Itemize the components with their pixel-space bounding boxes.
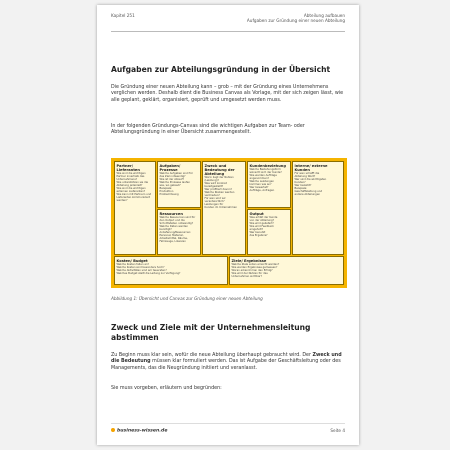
- canvas-box-lines: [232, 263, 342, 278]
- page-footer: [111, 423, 345, 436]
- canvas-box-line: Fahrzeuge, Lizenzen: [159, 239, 186, 243]
- canvas-box-line: Anlieferung/Ressourcen:: [159, 230, 192, 234]
- canvas-box-line: verantwortlich?: [204, 199, 225, 203]
- header-right: [247, 13, 345, 23]
- canvas-box-line: Wie wird Feedback: [249, 224, 274, 228]
- canvas-box-title: Aufgaben/ Prozesse: [159, 163, 181, 172]
- canvas-box-line: Personal, Material,: [159, 233, 184, 237]
- canvas-box-line: Abteilung jederzeit?: [116, 183, 143, 187]
- canvas-box-line: Wie ist der Ablauf?: [159, 177, 184, 181]
- section1-paragraph2: In der folgenden Gründungs-Canvas sind die wichtigen Aufgaben zur Team- oder Abteilungsgründung in einer Übersicht zusammengestellt.: [111, 124, 305, 136]
- chapter-label: Kapitel 251: [111, 13, 135, 18]
- canvas-box-line: von der Abteilung?: [249, 218, 275, 222]
- canvas-box-ziele: [229, 256, 344, 285]
- canvas-box-line: Welches Budget stellt die Leitung zur Verfügung?: [116, 271, 181, 275]
- canvas-box-line: Wie sind die wichtigen: [116, 171, 146, 175]
- footer-logo[interactable]: [111, 428, 167, 434]
- canvas-box-line: Wie werden Ergebnisse gemessen?: [231, 265, 278, 269]
- canvas-box-line: Wie sind die wichtigen: [116, 186, 146, 190]
- canvas-box-line: werden?: [116, 198, 128, 202]
- canvas-box-title: Kosten/ Budget: [116, 258, 148, 263]
- canvas-box-kunden: [292, 161, 344, 255]
- canvas-box-line: Beispiele:: [159, 186, 173, 190]
- canvas-box-line: Welche Risiken werden: [204, 190, 235, 194]
- canvas-box-aufgaben: [157, 161, 201, 208]
- header-right-line1: Abteilung aufbauen: [303, 13, 345, 18]
- canvas-box-title: Kundenbeziehung: [249, 163, 286, 168]
- canvas-box-line: wünscht sich der Kunde?: [249, 170, 282, 174]
- canvas-box-line: Produktion: [159, 189, 174, 193]
- gruendungs-canvas: [111, 158, 347, 288]
- canvas-box-line: das Ziel notwendig?: [159, 174, 186, 178]
- canvas-box-line: Geschäftsleitung und: [294, 189, 323, 193]
- canvas-box-line: Welche Kosten sind besonders hoch?: [116, 265, 165, 269]
- canvas-box-line: bereitgestellt?: [204, 184, 224, 188]
- paragraph-text: müssen klar formuliert werden. Das ist Aufgabe der Geschäftsleitung oder des Managements, das die Neugründung initiiert und veranlasst.: [111, 359, 341, 371]
- canvas-box-lines: [295, 172, 342, 196]
- canvas-box-title: Ziele/ Ergebnisse: [231, 258, 267, 263]
- canvas-box-line: Wer bezahlt?: [294, 183, 312, 187]
- canvas-box-title: interne/ externe Kunden: [294, 163, 328, 172]
- paragraph-bold-text: Zweck und die Bedeutung: [111, 353, 342, 365]
- footer-logo-text: business-wissen.de: [117, 428, 168, 434]
- canvas-box-line: Wie kann mit Partnern und: [116, 192, 152, 196]
- canvas-box-line: eingeholt?: [249, 227, 264, 231]
- canvas-box-line: Für wen schafft die: [294, 171, 320, 175]
- canvas-box-line: Schnittstellen notwendig?: [159, 221, 194, 225]
- canvas-box-lines: [160, 216, 199, 243]
- canvas-box-line: Wer benutzt: [249, 230, 266, 234]
- section1-paragraph1: Die Gründung einer neuen Abteilung kann – grob – mit der Gründung eines Unternehmens verglichen werden. Deshalb dient die Business Canvas als Vorlage, mit der sich zeigen lässt, wie alle geplant, geklärt, organisiert, geprüft und umgesetzt werden muss.: [111, 85, 344, 103]
- canvas-box-line: Welche Ziele sollen erreicht werden?: [231, 262, 280, 266]
- header-right-line2: Aufgaben zur Gründung einer neuen Abteilung: [246, 18, 345, 23]
- canvas-box-line: Aufträge, Anfragen: [249, 188, 275, 192]
- section1-title: Aufgaben zur Abteilungsgründung in der Übersicht: [111, 65, 331, 74]
- canvas-box-line: Woran erkennt man den Erfolg?: [231, 268, 273, 272]
- canvas-box-line: Unternehmen sichtbar?: [231, 274, 262, 278]
- canvas-box-line: Welche Ressourcen sind für: [159, 215, 196, 219]
- canvas-box-line: kommen wie an?: [249, 182, 272, 186]
- canvas-box-line: wie, wo gebaut?: [159, 183, 181, 187]
- canvas-box-line: Arbeitsmittel, Räume,: [159, 236, 188, 240]
- canvas-box-line: Leistungen für: [204, 202, 224, 206]
- canvas-box-output: [247, 209, 291, 255]
- canvas-box-line: (Leistung)?: [204, 178, 219, 182]
- canvas-box-line: externen Lieferanten?: [116, 189, 146, 193]
- canvas-box-line: Wer bewertet?: [249, 185, 269, 189]
- canvas-box-line: benötigt?: [159, 227, 172, 231]
- canvas-box-line: Lieferanten kommuniziert: [116, 195, 150, 199]
- canvas-box-line: Wie wird geliefert?: [249, 221, 274, 225]
- canvas-box-lines: [117, 263, 226, 275]
- logo-dot-icon: [111, 428, 115, 432]
- canvas-box-line: Problemlösung: [159, 192, 179, 196]
- canvas-box-line: Abteilung Wert?: [294, 174, 316, 178]
- canvas-box-lines: [117, 172, 154, 202]
- canvas-box-lines: [250, 216, 289, 237]
- canvas-box-line: Wie wird der Nutzen für das: [231, 271, 268, 275]
- section2-title: Zweck und Ziele mit der Unternehmensleitung abstimmen: [111, 323, 311, 342]
- canvas-box-lines: [250, 168, 289, 192]
- canvas-box-line: Welche Leistungen: [249, 179, 274, 183]
- canvas-box-line: Kunden im Unternehmen: [204, 205, 237, 209]
- canvas-box-line: Was wird konkret: [204, 181, 227, 185]
- canvas-box-title: Output: [249, 211, 264, 216]
- canvas-box-line: Welche Beziehungsform: [249, 167, 281, 171]
- canvas-box-line: Welche Daten werden: [159, 224, 189, 228]
- figure-caption: Abbildung 1: Übersicht und Canvas zur Gründung einer neuen Abteilung: [111, 296, 263, 301]
- canvas-box-kosten: [114, 256, 228, 285]
- canvas-box-lines: [160, 172, 199, 196]
- canvas-box-lines: [205, 176, 244, 209]
- document-page: [97, 5, 359, 445]
- canvas-box-line: Kunden?: [294, 180, 306, 184]
- page-number: Seite 4: [330, 428, 345, 433]
- section2-paragraph1: [111, 353, 349, 372]
- canvas-box-line: Welche Aktivitäten sind am teuersten?: [116, 268, 167, 272]
- paragraph-text: Zu Beginn muss klar sein, wofür die neue Abteilung überhaupt gebraucht wird. Der: [111, 353, 313, 358]
- section2-paragraph2: Sie muss vorgeben, erläutern und begründen:: [111, 386, 222, 391]
- canvas-box-partner: [114, 161, 156, 255]
- canvas-box-line: Welche Kosten fallen an?: [116, 262, 149, 266]
- canvas-box-title: Ressourcen: [159, 211, 183, 216]
- canvas-box-line: Beispiele:: [294, 186, 308, 190]
- canvas-box-title: Zweck und Bedeutung der Abteilung: [204, 163, 235, 176]
- canvas-box-zweck: [202, 161, 246, 255]
- canvas-box-line: Wie werden Aufträge: [249, 173, 277, 177]
- canvas-box-line: den Output und die: [159, 218, 185, 222]
- canvas-box-ressourcen: [157, 209, 201, 255]
- canvas-box-line: Welche Prozesse laufen: [159, 180, 191, 184]
- canvas-box-line: Wer profitiert davon?: [204, 187, 232, 191]
- canvas-box-line: Was erhält der Kunde: [249, 215, 278, 219]
- canvas-box-line: angenommen?: [249, 176, 269, 180]
- canvas-box-line: Worin liegt der Nutzen: [204, 175, 234, 179]
- canvas-grid: [114, 161, 344, 285]
- canvas-box-line: Welche Aufgaben sind für: [159, 171, 193, 175]
- canvas-box-line: das Ergebnis?: [249, 233, 268, 237]
- canvas-box-line: andere Abteilungen: [294, 192, 321, 196]
- page-header: [111, 13, 345, 32]
- canvas-box-line: vermieden?: [204, 193, 220, 197]
- canvas-box-kundenbeziehung: [247, 161, 291, 208]
- canvas-box-line: Wer sind die wichtigsten: [294, 177, 327, 181]
- canvas-box-title: Partner/ Lieferanten: [116, 163, 140, 172]
- canvas-box-line: Unternehmens?: [116, 177, 138, 181]
- canvas-box-line: Wie unterstützen sie die: [116, 180, 149, 184]
- canvas-box-line: Für wen sind wir: [204, 196, 226, 200]
- canvas-box-line: Partner innerhalb des: [116, 174, 145, 178]
